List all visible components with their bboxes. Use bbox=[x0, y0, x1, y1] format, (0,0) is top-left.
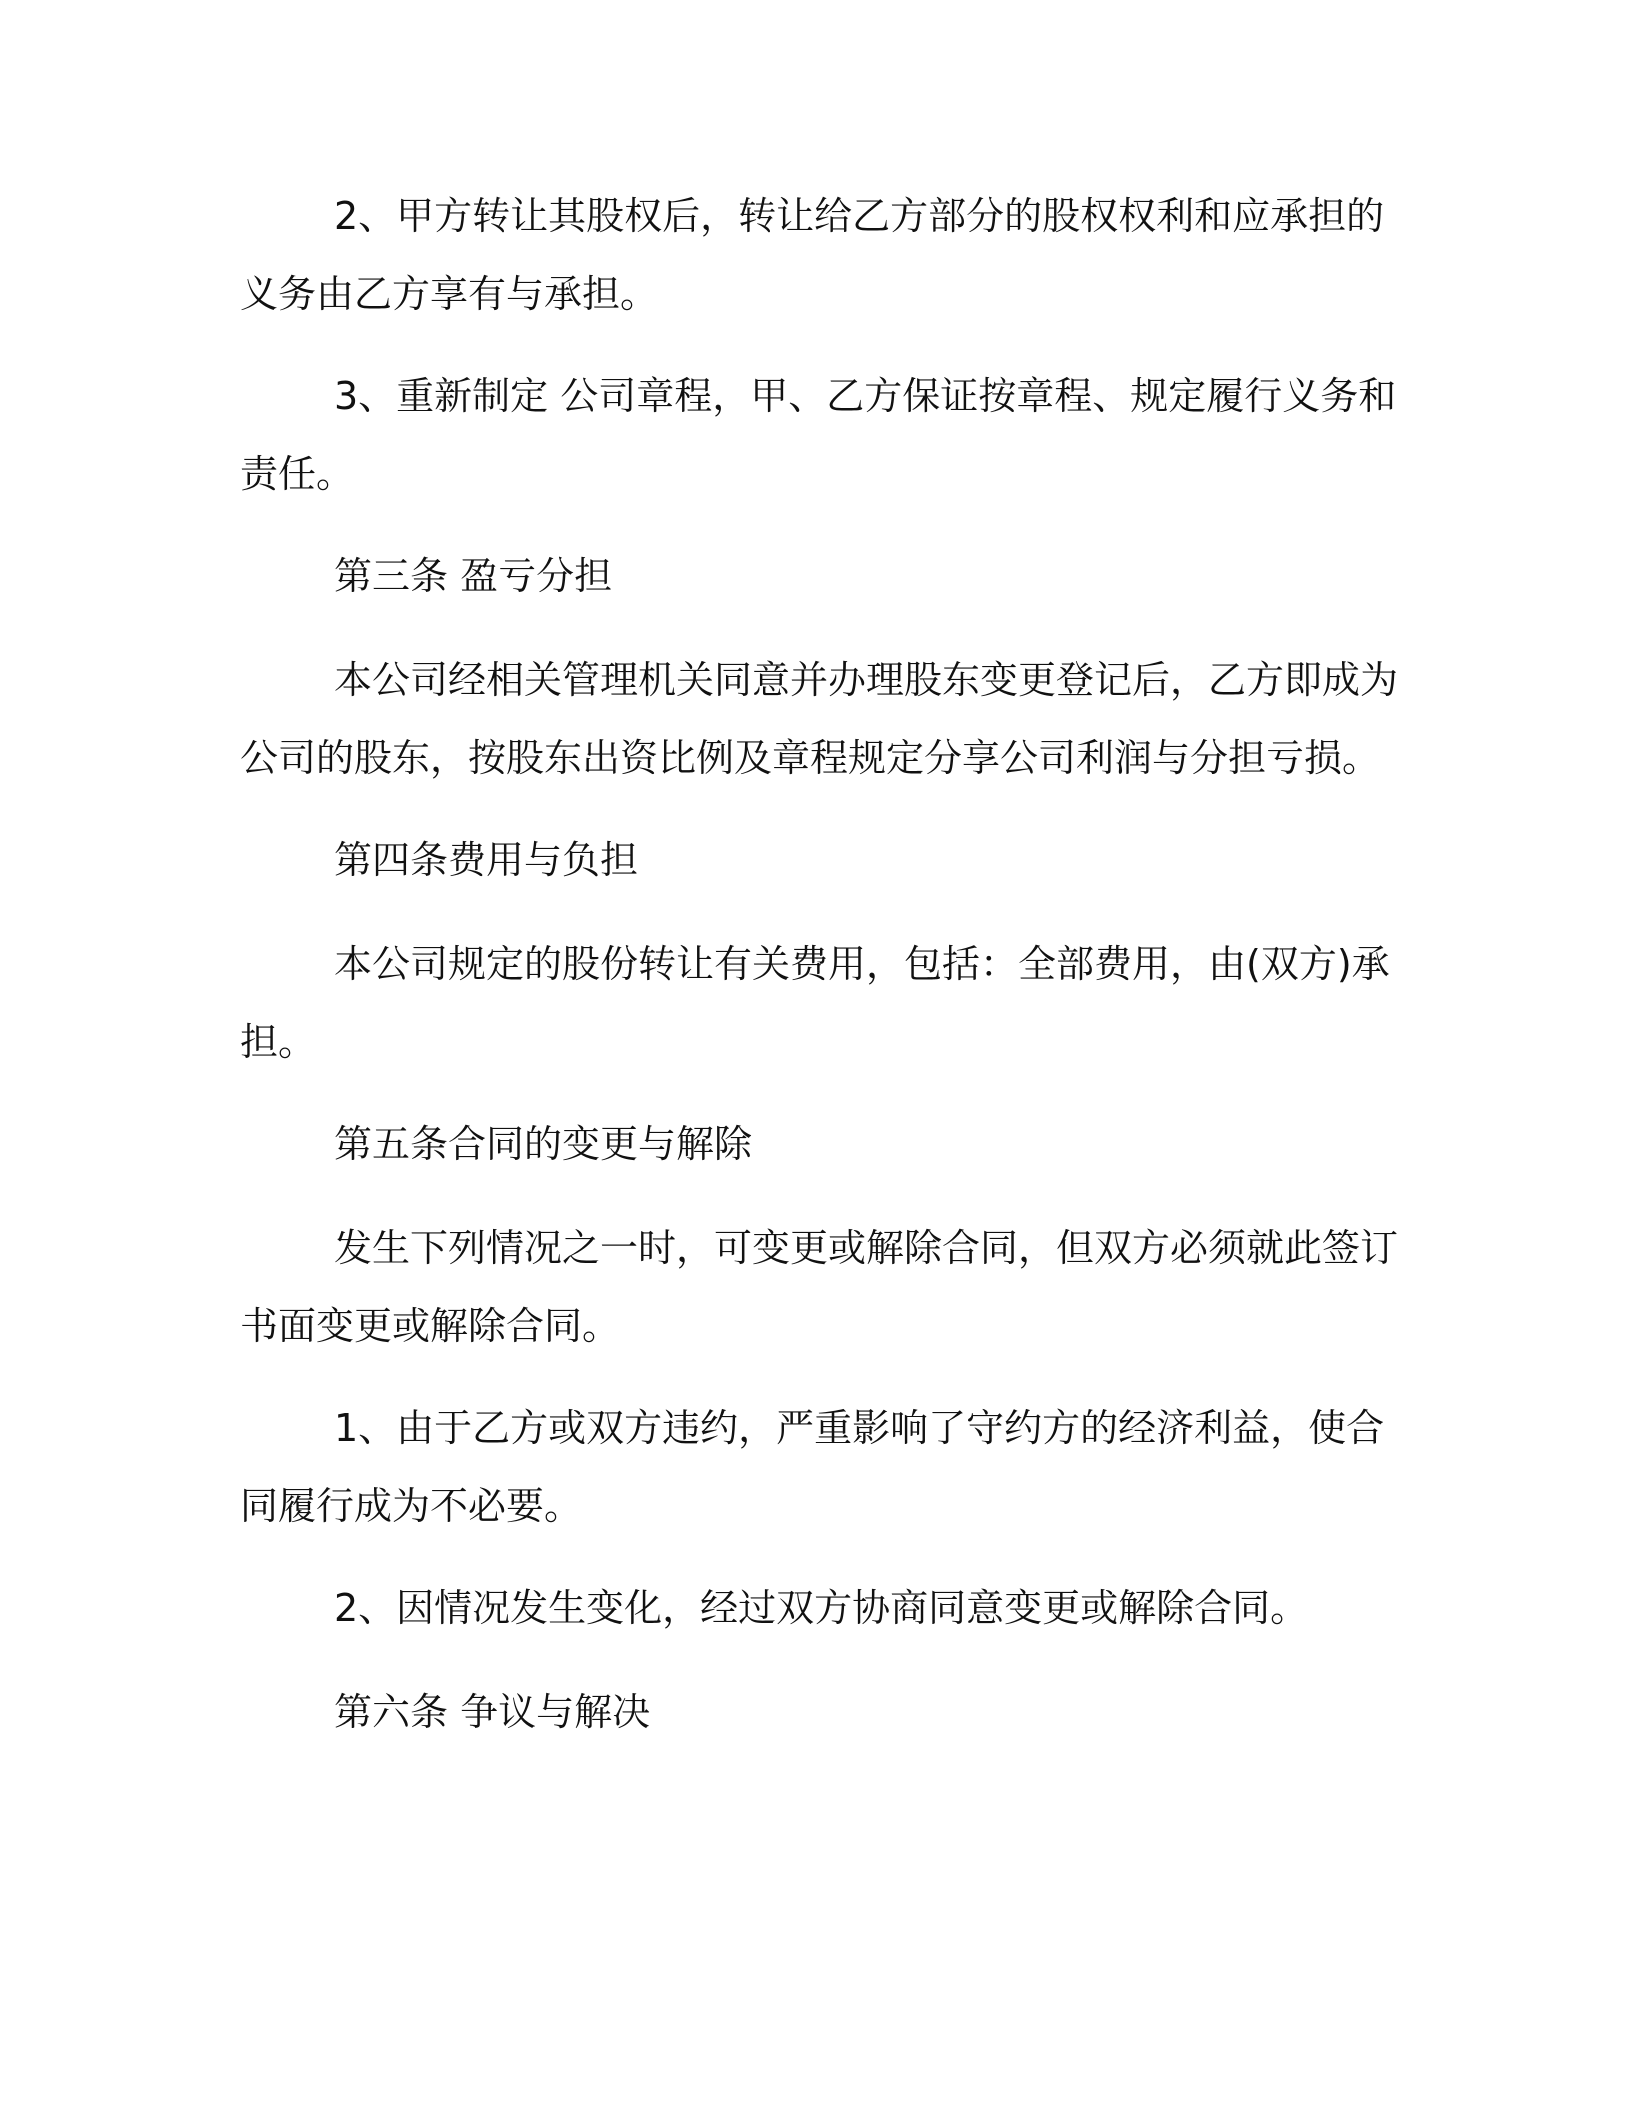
paragraph-article-4-line-2: 担。 bbox=[240, 1020, 317, 1064]
paragraph-article-3-line-2: 公司的股东，按股东出资比例及章程规定分享公司利润与分担亏损。 bbox=[240, 736, 1381, 780]
heading-article-6: 第六条 争议与解决 bbox=[334, 1690, 651, 1734]
paragraph-article-5-line-1: 发生下列情况之一时，可变更或解除合同，但双方必须就此签订 bbox=[334, 1226, 1399, 1270]
paragraph-2-line-1: 2、甲方转让其股权后，转让给乙方部分的股权权利和应承担的 bbox=[334, 194, 1385, 238]
paragraph-article-4-line-1: 本公司规定的股份转让有关费用，包括：全部费用，由(双方)承 bbox=[334, 942, 1390, 986]
item-1-line-1: 1、由于乙方或双方违约，严重影响了守约方的经济利益，使合 bbox=[334, 1406, 1385, 1450]
item-2-line-1: 2、因情况发生变化，经过双方协商同意变更或解除合同。 bbox=[334, 1586, 1309, 1630]
heading-article-3: 第三条 盈亏分担 bbox=[334, 554, 613, 598]
item-1-line-2: 同履行成为不必要。 bbox=[240, 1484, 583, 1528]
heading-article-4: 第四条费用与负担 bbox=[334, 838, 639, 882]
paragraph-2-line-2: 义务由乙方享有与承担。 bbox=[240, 272, 659, 316]
paragraph-article-5-line-2: 书面变更或解除合同。 bbox=[240, 1304, 621, 1348]
paragraph-3-line-1: 3、重新制定 公司章程，甲、乙方保证按章程、规定履行义务和 bbox=[334, 374, 1397, 418]
paragraph-article-3-line-1: 本公司经相关管理机关同意并办理股东变更登记后，乙方即成为 bbox=[334, 658, 1399, 702]
heading-article-5: 第五条合同的变更与解除 bbox=[334, 1122, 753, 1166]
paragraph-3-line-2: 责任。 bbox=[240, 452, 355, 496]
